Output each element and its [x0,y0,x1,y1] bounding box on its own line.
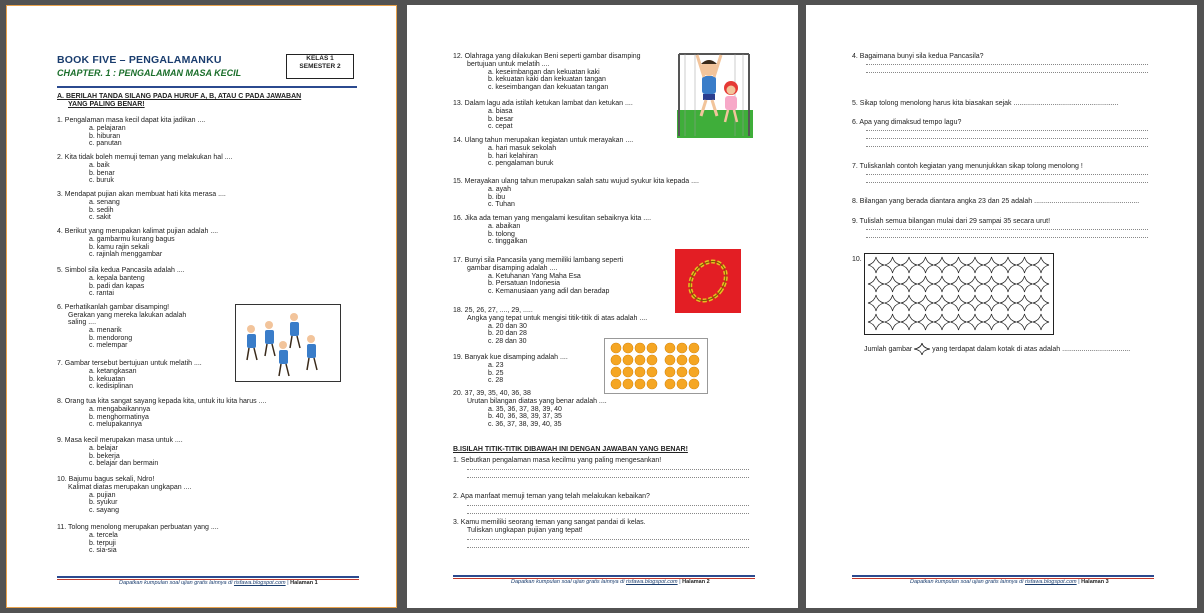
answer-option: c. sayang [89,506,119,514]
question-text: 3. Mendapat pujian akan membuat hati kita merasa .... [57,191,226,198]
question-text: 20. 37, 39, 35, 40, 36, 38 [453,390,531,397]
cookie [611,343,621,353]
answer-line[interactable] [467,539,749,540]
cookie [623,355,633,365]
page-number: Halaman 1 [290,580,318,586]
answer-option: c. sakit [89,214,111,222]
answer-option: b. kekuatan kaki dan kekuatan tangan [488,76,606,84]
cookies-image [604,338,708,394]
question-text: 19. Banyak kue disamping adalah .... [453,354,568,361]
cookie [611,367,621,377]
question-text: 18. 25, 26, 27, ...., 29, ..... [453,307,533,314]
question-text-cont: bertujuan untuk melatih .... [467,60,550,68]
question-text-cont: Kalimat diatas merupakan ungkapan .... [68,483,192,491]
question-text: 4. Berikut yang merupakan kalimat pujian adalah .... [57,228,219,235]
question-text: 13. Dalam lagu ada istilah ketukan lambat dan ketukan .... [453,100,633,107]
question-text: 15. Merayakan ulang tahun merupakan salah satu wujud syukur kita kepada .... [453,178,699,185]
header-divider [57,86,357,88]
answer-option: b. tolong [488,230,515,238]
answer-line[interactable] [866,182,1148,183]
cookie [689,379,699,389]
question-text: 14. Ulang tahun merupakan kegiatan untuk merayakan .... [453,137,634,144]
question-text-cont: Gerakan yang mereka lakukan adalah [68,311,187,319]
answer-option: b. kekuatan [89,375,126,383]
answer-option: a. menarik [89,327,122,335]
answer-line[interactable] [866,138,1148,139]
answer-option: a. Ketuhanan Yang Maha Esa [488,272,581,280]
question-text-cont: Angka yang tepat untuk mengisi titik-titik di atas adalah .... [467,314,648,322]
answer-line[interactable] [866,229,1148,230]
answer-option: c. 28 [488,377,504,385]
question-text-cont: saling .... [68,319,97,327]
cookie [635,355,645,365]
answer-option: c. tinggalkan [488,238,528,246]
answer-option: b. bekerja [89,452,120,460]
answer-option: b. mendorong [89,334,133,342]
answer-line[interactable] [467,547,749,548]
section-b-heading: B.ISILAH TITIK-TITIK DIBAWAH INI DENGAN JAWABAN YANG BENAR! [453,446,688,453]
answer-line[interactable] [866,146,1148,147]
climbing-children-image [675,50,753,138]
answer-option: a. kepala banteng [89,275,145,282]
answer-option: c. rantai [89,290,114,298]
star-caption-end: yang terdapat dalam kotak di atas adalah ................................... [932,345,1131,353]
answer-option: a. tercela [89,532,118,539]
answer-option: b. 20 dan 28 [488,330,527,338]
answer-option: a. biasa [488,108,513,115]
answer-option: c. rajinlah menggambar [89,251,163,259]
question-text: 7. Gambar tersebut bertujuan untuk melatih .... [57,360,202,367]
essay-question: 4. Bagaimana bunyi sila kedua Pancasila? [852,53,984,60]
chain-symbol-image [675,249,741,313]
answer-option: a. mengabaikannya [89,406,151,413]
worksheet-page-1 [6,5,397,608]
answer-line[interactable] [467,477,749,478]
cookie [623,367,633,377]
answer-option: a. abaikan [488,223,521,230]
cookie [647,355,657,365]
question-text: 12. Olahraga yang dilakukan Beni seperti gambar disamping [453,53,641,60]
footer-text: Dapatkan kumpulan soal ujian gratis lainnya di [511,579,626,585]
book-title: BOOK FIVE – PENGALAMANKU [57,54,222,66]
children-pushing-image [235,304,341,382]
answer-option: c. cepat [488,123,513,131]
question-text: 11. Tolong menolong merupakan perbuatan yang .... [57,524,219,531]
question-text: 10. Bajumu bagus sekali, Ndro! [57,476,155,483]
cookie [611,379,621,389]
cookie [647,343,657,353]
worksheet-page-2 [407,5,798,608]
essay-question: 10. [852,256,862,263]
class-badge [286,54,354,79]
answer-option: b. besar [488,115,514,123]
answer-option: a. baik [89,162,110,169]
answer-option: a. gambarmu kurang bagus [89,236,175,243]
answer-line[interactable] [866,174,1148,175]
question-text-cont: Urutan bilangan diatas yang benar adalah .... [467,397,607,405]
star-caption-start: Jumlah gambar [864,345,913,353]
answer-option: b. hiburan [89,132,121,140]
answer-option: c. 36, 37, 38, 39, 40, 35 [488,420,562,428]
worksheet-page-3 [806,5,1197,608]
section-a-heading-2: YANG PALING BENAR! [68,101,145,108]
class-label: KELAS 1 [306,55,334,62]
page-number: Halaman 2 [682,579,710,585]
question-text: 9. Masa kecil merupakan masa untuk .... [57,437,183,444]
answer-option: a. belajar [89,445,118,452]
answer-line[interactable] [866,237,1148,238]
answer-option: c. Kemanusiaan yang adil dan beradap [488,287,610,295]
answer-line[interactable] [467,513,749,514]
answer-option: b. ibu [488,193,506,201]
answer-option: b. terpuji [89,539,116,547]
answer-option: c. Tuhan [488,201,515,209]
cookie [623,343,633,353]
answer-option: c. sia-sia [89,547,117,555]
chapter-title: CHAPTER. 1 : PENGALAMAN MASA KECIL [57,68,242,78]
star-grid-box [864,253,1054,335]
footer-text: Dapatkan kumpulan soal ujian gratis lainnya di [119,580,234,586]
answer-option: a. pujian [89,491,116,499]
question-text: 6. Perhatikanlah gambar disamping! [57,304,170,311]
answer-option: a. keseimbangan dan kekuatan kaki [488,68,600,76]
question-text: 16. Jika ada teman yang mengalami kesulitan sebaiknya kita .... [453,215,652,222]
answer-option: b. sedih [89,206,114,214]
star-count-question [864,343,1130,355]
footer-link[interactable]: risfawa.blogspot.com [625,579,678,585]
answer-option: c. panutan [89,140,122,148]
cookie [677,379,687,389]
cookie [689,343,699,353]
page-footer: Dapatkan kumpulan soal ujian gratis lainnya di risfawa.blogspot.com | Halaman 2 [511,579,710,585]
essay-question: 9. Tulislah semua bilangan mulai dari 29 sampai 35 secara urut! [852,218,1051,225]
question-text-cont: gambar disamping adalah .... [467,264,558,272]
footer-link[interactable]: risfawa.blogspot.com [1024,579,1077,585]
answer-option: a. 23 [488,362,504,369]
answer-option: a. ayah [488,186,511,193]
footer-rule-blue [453,575,755,577]
cookie [611,355,621,365]
question-text: 17. Bunyi sila Pancasila yang memiliki lambang seperti [453,257,624,264]
cookie [689,367,699,377]
answer-option: c. keseimbangan dan kekuatan tangan [488,83,609,91]
footer-rule-blue [852,575,1154,577]
answer-line[interactable] [467,469,749,470]
cookie [623,379,633,389]
answer-option: b. padi dan kapas [89,282,145,290]
answer-option: a. pelajaran [89,125,126,132]
cookie [677,367,687,377]
essay-question-cont: Tuliskan ungkapan pujian yang tepat! [467,527,583,534]
answer-option: a. 35, 36, 37, 38, 39, 40 [488,405,562,413]
cookie [677,355,687,365]
page-footer: Dapatkan kumpulan soal ujian gratis lainnya di risfawa.blogspot.com | Halaman 1 [119,580,318,586]
cookie [665,343,675,353]
answer-option: b. kamu rajin sekali [89,243,149,251]
answer-line[interactable] [866,72,1148,73]
answer-option: c. pengalaman buruk [488,160,554,168]
answer-option: b. menghormatinya [89,413,149,421]
essay-question: 3. Kamu memiliki seorang teman yang sangat pandai di kelas. [453,519,646,526]
footer-rule-blue [57,576,359,578]
cookie [665,355,675,365]
cookie [689,355,699,365]
cookie [677,343,687,353]
answer-option: c. melupakannya [89,421,142,429]
answer-line[interactable] [866,64,1148,65]
cookie [647,367,657,377]
page-number: Halaman 3 [1081,579,1109,585]
question-text: 2. Kita tidak boleh memuji teman yang melakukan hal .... [57,154,233,161]
essay-question: 6. Apa yang dimaksud tempo lagu? [852,119,962,126]
question-text: 5. Simbol sila kedua Pancasila adalah .... [57,267,185,274]
answer-option: a. 20 dan 30 [488,322,527,330]
question-text: 1. Pengalaman masa kecil dapat kita jadikan .... [57,117,206,124]
star-icon [914,343,930,355]
section-a-heading: A. BERILAH TANDA SILANG PADA HURUF A, B, ATAU C PADA JAWABAN [57,93,302,100]
answer-option: b. Persatuan Indonesia [488,280,560,288]
cookie [647,379,657,389]
essay-question: 5. Sikap tolong menolong harus kita biasakan sejak ...................................................... [852,100,1119,107]
answer-line[interactable] [866,130,1148,131]
cookie [665,367,675,377]
answer-option: c. melempar [89,342,128,350]
answer-option: b. 25 [488,369,504,377]
footer-link[interactable]: risfawa.blogspot.com [233,580,286,586]
semester-label: SEMESTER 2 [299,63,341,70]
answer-option: b. hari kelahiran [488,152,538,160]
answer-option: b. syukur [89,499,118,507]
answer-option: c. belajar dan bermain [89,460,159,468]
cookie [635,379,645,389]
question-text: 8. Orang tua kita sangat sayang kepada kita, untuk itu kita harus .... [57,398,267,405]
answer-option: c. 28 dan 30 [488,337,527,345]
cookie [665,379,675,389]
cookie [635,343,645,353]
answer-option: a. hari masuk sekolah [488,145,557,152]
answer-option: c. kedisiplinan [89,383,133,391]
essay-question: 1. Sebutkan pengalaman masa kecilmu yang paling mengesankan! [453,457,662,464]
answer-option: b. benar [89,169,115,177]
answer-option: c. buruk [89,177,114,185]
essay-question: 2. Apa manfaat memuji teman yang telah melakukan kebaikan? [453,493,650,500]
essay-question: 7. Tuliskanlah contoh kegiatan yang menunjukkan sikap tolong menolong ! [852,163,1083,170]
page-footer: Dapatkan kumpulan soal ujian gratis lainnya di risfawa.blogspot.com | Halaman 3 [910,579,1109,585]
answer-option: a. senang [89,199,120,206]
cookie [635,367,645,377]
answer-line[interactable] [467,505,749,506]
answer-option: a. ketangkasan [89,368,137,375]
essay-question: 8. Bilangan yang berada diantara angka 23 dan 25 adalah ...................................................... [852,198,1140,205]
footer-text: Dapatkan kumpulan soal ujian gratis lainnya di [910,579,1025,585]
answer-option: b. 40, 36, 38, 39, 37, 35 [488,413,562,421]
